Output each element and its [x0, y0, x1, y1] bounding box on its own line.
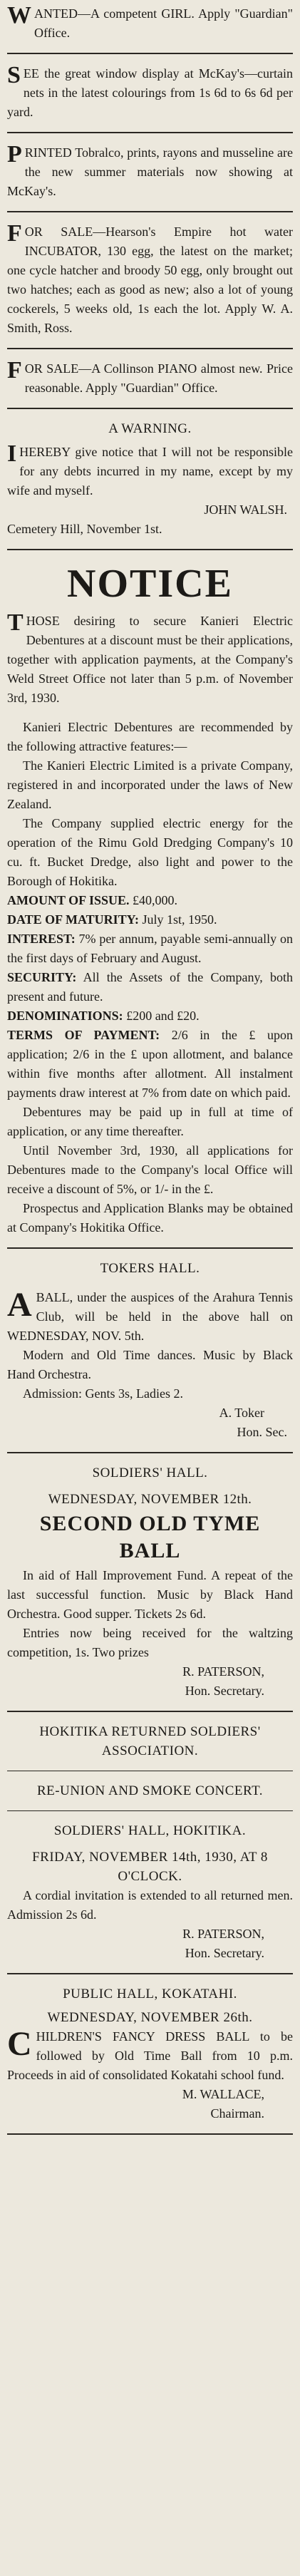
soldiers-date: WEDNESDAY, NOVEMBER 12th.	[48, 1492, 252, 1507]
notice-maturity	[7, 910, 293, 929]
divider	[7, 132, 293, 133]
ad-text: OR SALE—Hearson's Empire hot water INCUBATOR, 130 egg, the latest on the market; one cycle hatcher and broody 50 egg, only brought out two hatches; each as good as new; also a lot of young cockerels, 5 weeks old, 1s each the lot. Apply W. A. Smith, Ross.	[7, 225, 293, 335]
soldiers-signature: R. PATERSON,	[182, 1664, 264, 1679]
notice-paragraph-discount: Until November 3rd, 1930, all applications for Debentures made to the Company's local Office will receive a discount of 5%, or 1/- in the £.	[7, 1143, 293, 1196]
soldiers-text: In aid of Hall Improvement Fund. A repeat of the last successful function. Music by Black Hand Orchestra. Good supper. Tickets 2s 6d.	[7, 1568, 293, 1621]
rsa-event: RE-UNION AND SMOKE CONCERT.	[36, 1783, 264, 1798]
drop-cap: F	[7, 357, 22, 383]
drop-cap: C	[7, 2025, 32, 2063]
divider	[7, 1452, 293, 1453]
rsa-date: FRIDAY, NOVEMBER 14th, 1930, AT 8 O'CLOCK.	[32, 1850, 268, 1884]
tokers-admission: Admission: Gents 3s, Ladies 2.	[23, 1386, 183, 1401]
denominations-label: DENOMINATIONS:	[7, 1009, 123, 1023]
maturity-label: DATE OF MATURITY:	[7, 912, 140, 927]
divider	[7, 211, 293, 212]
divider	[7, 549, 293, 550]
divider	[7, 348, 293, 349]
security-label: SECURITY:	[7, 970, 77, 984]
notice-paragraph-company: The Kanieri Electric Limited is a private Company, registered in and incorporated under the laws of New Zealand.	[7, 758, 293, 811]
rsa-heading: HOKITIKA RETURNED SOLDIERS' ASSOCIATION.	[39, 1724, 261, 1758]
notice-recommended: Kanieri Electric Debentures are recommended by the following attractive features:—	[7, 720, 293, 753]
maturity-value: July 1st, 1950.	[142, 912, 217, 927]
drop-cap: I	[7, 441, 17, 467]
notice-security	[7, 968, 293, 1006]
notice-terms	[7, 1026, 293, 1103]
soldiers-hall-ad	[7, 1463, 293, 1701]
interest-value: 7% per annum, payable semi-annually on the first days of February and August.	[7, 932, 293, 965]
drop-cap: S	[7, 62, 21, 88]
drop-cap: T	[7, 609, 24, 636]
divider	[7, 1810, 293, 1811]
denominations-value: £200 and £20.	[126, 1009, 200, 1023]
interest-label: INTEREST:	[7, 932, 76, 946]
classified-ad-piano	[7, 359, 293, 398]
tokers-hall-ad	[7, 1259, 293, 1442]
amount-value: £40,000.	[133, 893, 178, 907]
kanieri-debentures-notice	[7, 560, 293, 1237]
ad-text: ANTED—A competent GIRL. Apply "Guardian" Office.	[34, 6, 293, 40]
classified-ad-window-display	[7, 64, 293, 122]
classified-ad-tobralco	[7, 143, 293, 201]
notice-amount	[7, 891, 293, 910]
rsa-ad	[7, 1722, 293, 1963]
kokatahi-date: WEDNESDAY, NOVEMBER 26th.	[47, 2010, 253, 2025]
warning-text: HEREBY give notice that I will not be responsible for any debts incurred in my name, except by my wife and myself.	[7, 445, 293, 498]
terms-value: 2/6 in the £ upon application; 2/6 in the £ upon allotment, and balance within five months after allotment. All instalment payments draw interest at 7% from date on which paid.	[7, 1028, 293, 1100]
tokers-text: BALL, under the auspices of the Arahura Tennis Club, will be held in the above hall on WEDNESDAY, NOV. 5th.	[7, 1290, 293, 1343]
rsa-signature: R. PATERSON,	[182, 1927, 264, 1941]
tokers-heading: TOKERS HALL.	[100, 1261, 200, 1276]
classified-ad-wanted	[7, 4, 293, 43]
ad-text: OR SALE—A Collinson PIANO almost new. Price reasonable. Apply "Guardian" Office.	[24, 361, 293, 395]
notice-paragraph-prospectus: Prospectus and Application Blanks may be obtained at Company's Hokitika Office.	[7, 1201, 293, 1235]
divider	[7, 1711, 293, 1712]
rsa-venue: SOLDIERS' HALL, HOKITIKA.	[53, 1823, 247, 1838]
notice-paragraph-energy: The Company supplied electric energy for the operation of the Rimu Gold Dredging Company's 10 cu. ft. Bucket Dredge, also light and power to the Borough of Hokitika.	[7, 816, 293, 888]
tokers-role: Hon. Sec.	[237, 1425, 287, 1439]
ad-text: EE the great window display at McKay's—curtain nets in the latest colourings from 1s 6d to 6s 6d per yard.	[7, 66, 293, 119]
warning-dateline: Cemetery Hill, November 1st.	[7, 522, 162, 536]
warning-notice	[7, 419, 293, 539]
soldiers-title: SECOND OLD TYME BALL	[39, 1512, 261, 1562]
notice-interest	[7, 929, 293, 968]
divider	[7, 1973, 293, 1974]
kokatahi-ad	[7, 1984, 293, 2123]
soldiers-heading: SOLDIERS' HALL.	[92, 1465, 208, 1480]
kokatahi-heading: PUBLIC HALL, KOKATAHI.	[63, 1987, 237, 2001]
drop-cap: P	[7, 141, 22, 168]
security-value: All the Assets of the Company, both present and future.	[7, 970, 293, 1004]
drop-cap: A	[7, 1286, 32, 1324]
ad-text: RINTED Tobralco, prints, rayons and musseline are the new summer materials now showing at McKay's.	[7, 145, 293, 198]
warning-heading: A WARNING.	[108, 421, 192, 436]
amount-label: AMOUNT OF ISSUE.	[7, 893, 130, 907]
tokers-signature: A. Toker	[219, 1406, 264, 1420]
kokatahi-signature: M. WALLACE,	[182, 2087, 264, 2101]
rsa-role: Hon. Secretary.	[185, 1946, 264, 1960]
notice-title: NOTICE	[67, 562, 233, 606]
drop-cap: F	[7, 220, 22, 247]
divider	[7, 408, 293, 409]
classified-ad-incubator	[7, 222, 293, 338]
notice-intro: HOSE desiring to secure Kanieri Electric Debentures at a discount must be their applications, together with application payments, at the Company's Weld Street Office not later than 5 p.m. of November 3rd, 1930.	[7, 614, 293, 705]
rsa-text: A cordial invitation is extended to all returned men. Admission 2s 6d.	[7, 1888, 293, 1922]
divider	[7, 1247, 293, 1249]
divider	[7, 53, 293, 54]
soldiers-role: Hon. Secretary.	[185, 1684, 264, 1698]
drop-cap: W	[7, 2, 31, 29]
divider	[7, 2133, 293, 2135]
notice-paragraph-paid-up: Debentures may be paid up in full at time of application, or any time thereafter.	[7, 1105, 293, 1138]
terms-label: TERMS OF PAYMENT:	[7, 1028, 160, 1042]
soldiers-entries: Entries now being received for the waltzing competition, 1s. Two prizes	[7, 1626, 293, 1659]
warning-signature: JOHN WALSH.	[204, 503, 287, 517]
kokatahi-text: HILDREN'S FANCY DRESS BALL to be followed by Old Time Ball from 10 p.m. Proceeds in aid of consolidated Kokatahi school fund.	[7, 2029, 293, 2082]
tokers-music: Modern and Old Time dances. Music by Black Hand Orchestra.	[7, 1348, 293, 1381]
kokatahi-role: Chairman.	[210, 2106, 264, 2121]
notice-denominations	[7, 1006, 293, 1026]
